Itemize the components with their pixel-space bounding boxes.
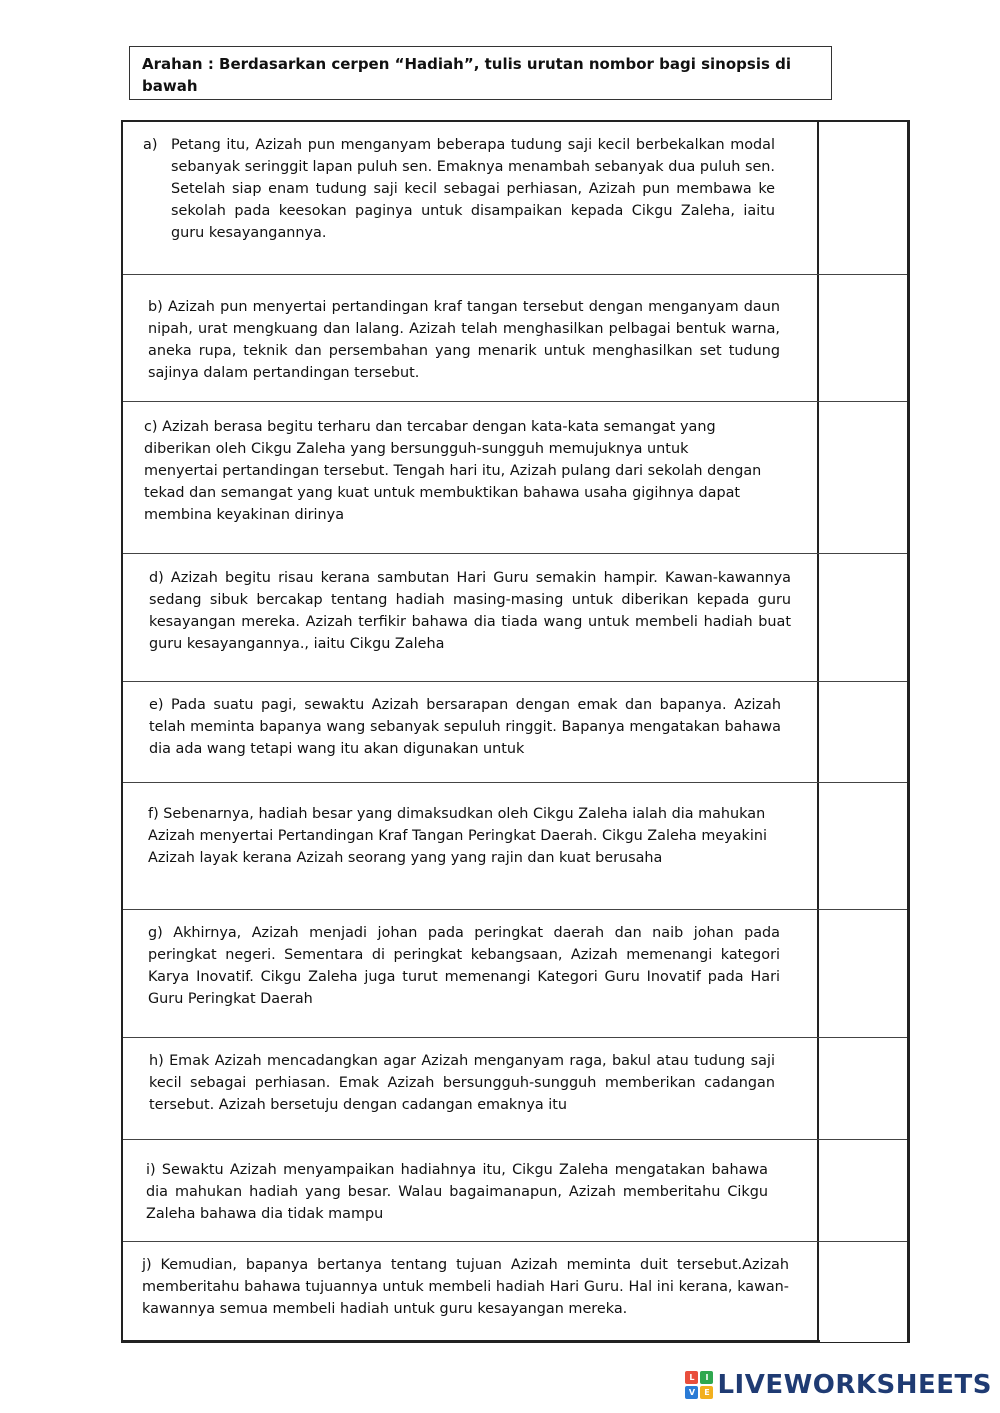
table-row xyxy=(123,554,907,682)
instruction-text: Arahan : Berdasarkan cerpen “Hadiah”, tulis urutan nombor bagi sinopsis di bawah xyxy=(142,55,791,95)
synopsis-text: h) Emak Azizah mencadangkan agar Azizah menganyam raga, bakul atau tudung saji kecil sebagai perhiasan. Emak Azizah bersungguh-sungguh memberikan cadangan tersebut. Azizah bersetuju dengan cadangan emaknya itu xyxy=(149,1053,775,1113)
answer-input[interactable] xyxy=(820,275,907,401)
table-row xyxy=(123,1242,907,1342)
synopsis-table xyxy=(121,120,910,1343)
synopsis-cell xyxy=(123,122,819,274)
logo-letter: V xyxy=(685,1386,698,1399)
table-row xyxy=(123,402,907,554)
instruction-box xyxy=(129,46,832,100)
synopsis-text: c) Azizah berasa begitu terharu dan tercabar dengan kata-kata semangat yang diberikan oleh Cikgu Zaleha yang bersungguh-sungguh memujuknya untuk menyertai pertandingan tersebut. Tengah hari itu, Azizah pulang dari sekolah dengan tekad dan semangat yang kuat untuk membuktikan bahawa usaha gigihnya dapat membina keyakinan dirinya xyxy=(144,419,762,523)
synopsis-cell xyxy=(123,1140,819,1241)
synopsis-cell xyxy=(123,783,819,909)
answer-input[interactable] xyxy=(820,554,907,681)
answer-input[interactable] xyxy=(820,122,907,274)
synopsis-text: g) Akhirnya, Azizah menjadi johan pada peringkat daerah dan naib johan pada peringkat negeri. Sementara di peringkat kebangsaan, Azizah memenangi kategori Karya Inovatif. Cikgu Zaleha juga turut memenangi Kategori Guru Inovatif pada Hari Guru Peringkat Daerah xyxy=(148,925,780,1007)
answer-input[interactable] xyxy=(820,402,907,553)
table-row xyxy=(123,275,907,402)
synopsis-cell xyxy=(123,910,819,1037)
synopsis-body: Petang itu, Azizah pun menganyam beberapa tudung saji kecil berbekalkan modal sebanyak seringgit lapan puluh sen. Emaknya menambah sebanyak dua puluh sen. Setelah siap enam tudung saji kecil sebagai perhiasan, Azizah pun membawa ke sekolah pada keesokan paginya untuk disampaikan kepada Cikgu Zaleha, iaitu guru kesayangannya. xyxy=(171,137,775,241)
logo-mark-icon xyxy=(685,1371,713,1399)
answer-input[interactable] xyxy=(820,1038,907,1139)
liveworksheets-logo xyxy=(685,1365,992,1405)
logo-letter: L xyxy=(685,1371,698,1384)
synopsis-cell xyxy=(123,275,819,401)
synopsis-text: j) Kemudian, bapanya bertanya tentang tujuan Azizah meminta duit tersebut.Azizah memberitahu bahawa tujuannya untuk membeli hadiah Hari Guru. Hal ini kerana, kawan-kawannya semua membeli hadiah untuk guru kesayangan mereka. xyxy=(142,1257,789,1317)
synopsis-text: e) Pada suatu pagi, sewaktu Azizah bersarapan dengan emak dan bapanya. Azizah telah meminta bapanya wang sebanyak sepuluh ringgit. Bapanya mengatakan bahawa dia ada wang tetapi wang itu akan digunakan untuk xyxy=(149,697,781,757)
synopsis-cell xyxy=(123,402,819,553)
table-row xyxy=(123,682,907,783)
logo-letter: E xyxy=(700,1386,713,1399)
synopsis-cell xyxy=(123,1038,819,1139)
answer-input[interactable] xyxy=(820,682,907,782)
synopsis-text: d) Azizah begitu risau kerana sambutan Hari Guru semakin hampir. Kawan-kawannya sedang sibuk bercakap tentang hadiah masing-masing untuk diberikan kepada guru kesayangan mereka. Azizah terfikir bahawa dia tiada wang untuk membeli hadiah buat guru kesayangannya., iaitu Cikgu Zaleha xyxy=(149,570,791,652)
answer-input[interactable] xyxy=(820,1242,907,1342)
answer-input[interactable] xyxy=(820,910,907,1037)
synopsis-cell xyxy=(123,682,819,782)
synopsis-text: b) Azizah pun menyertai pertandingan kraf tangan tersebut dengan menganyam daun nipah, urat mengkuang dan lalang. Azizah telah menghasilkan pelbagai bentuk warna, aneka rupa, teknik dan persembahan yang menarik untuk menghasilkan set tudung sajinya dalam pertandingan tersebut. xyxy=(148,299,780,381)
synopsis-text: f) Sebenarnya, hadiah besar yang dimaksudkan oleh Cikgu Zaleha ialah dia mahukan Azizah menyertai Pertandingan Kraf Tangan Peringkat Daerah. Cikgu Zaleha meyakini Azizah layak kerana Azizah seorang yang yang rajin dan kuat berusaha xyxy=(148,806,767,866)
answer-input[interactable] xyxy=(820,783,907,909)
synopsis-text xyxy=(143,134,775,244)
table-row xyxy=(123,783,907,910)
table-row xyxy=(123,1038,907,1140)
synopsis-cell xyxy=(123,554,819,681)
synopsis-text: i) Sewaktu Azizah menyampaikan hadiahnya itu, Cikgu Zaleha mengatakan bahawa dia mahukan hadiah yang besar. Walau bagaimanapun, Azizah memberitahu Cikgu Zaleha bahawa dia tidak mampu xyxy=(146,1162,768,1222)
answer-input[interactable] xyxy=(820,1140,907,1241)
table-row xyxy=(123,122,907,275)
logo-letter: I xyxy=(700,1371,713,1384)
synopsis-cell xyxy=(123,1242,819,1342)
synopsis-label: a) xyxy=(143,137,158,153)
brand-name: LIVEWORKSHEETS xyxy=(717,1370,992,1400)
table-row xyxy=(123,1140,907,1242)
table-row xyxy=(123,910,907,1038)
